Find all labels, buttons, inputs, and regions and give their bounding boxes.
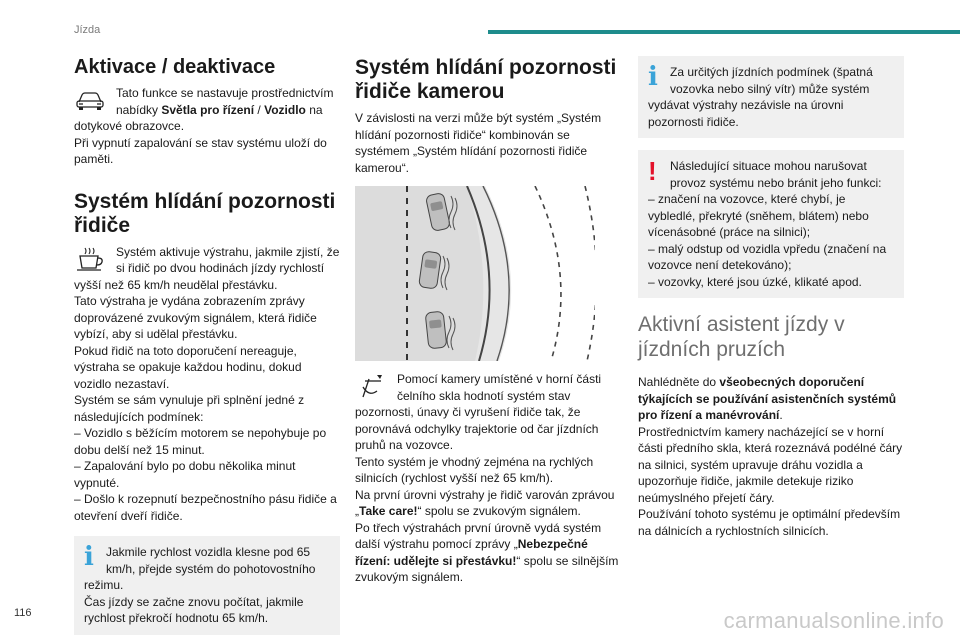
lane-drift-illustration xyxy=(355,186,595,361)
lane-text-1c: . xyxy=(779,408,783,422)
take-care-message: Take care! xyxy=(359,504,418,518)
info-box-conditions xyxy=(638,56,904,138)
camera-text-3a: Na první úrovni výstrahy je řidič varován zprávou „ xyxy=(355,487,615,518)
list-item: – vozovky, které jsou úzké, klikaté apod. xyxy=(648,274,862,289)
activation-paragraph xyxy=(74,85,340,135)
steering-wheel-camera-icon xyxy=(355,373,391,401)
list-item: – Došlo k rozepnutí bezpečnostního pásu řidiče a otevření dveří řidiče. xyxy=(74,492,337,523)
camera-text-3 xyxy=(355,487,625,520)
heading-camera: Systém hlídání pozornosti řidiče kamerou xyxy=(355,56,617,103)
camera-text-4a: Po třech výstrahách první úrovně vydá systém další výstrahu pomocí zprávy „ xyxy=(355,520,602,551)
watermark: carmanualsonline.info xyxy=(723,608,944,633)
lane-reference-bold: všeobecných doporučení týkajících se používání asistenčních systémů pro řízení a manévrování xyxy=(638,375,897,422)
header-accent-rule xyxy=(488,30,960,34)
lane-text-2: Prostřednictvím kamery nacházející se v horní části předního skla, která rozeznává podélné čáry na silnici, systém upravuje dráhu vozidla a upozorňuje řidiče, jakmile detekuje riziko neúmyslného přejetí čáry. xyxy=(638,424,903,505)
list-item: – Vozidlo s běžícím motorem se nepohybuje po dobu delší než 15 minut. xyxy=(74,426,327,457)
attention-text-2: Tato výstraha je vydána zobrazením zprávy doprovázené zvukovým signálem, která řidiče vybízí, aby si udělal přestávku. xyxy=(74,294,317,341)
warning-intro: Následující situace mohou narušovat provoz systému nebo bránit jeho funkci: xyxy=(670,159,882,190)
lane-text-1 xyxy=(638,374,904,424)
activation-separator: / xyxy=(254,102,265,117)
heading-lane-assist: Aktivní asistent jízdy v jízdních pruzích xyxy=(638,313,845,361)
menu-vehicle-label: Vozidlo xyxy=(264,102,306,117)
camera-text-2: Tento systém je vhodný zejména na rychlých silnicích (rychlost vyšší než 65 km/h). xyxy=(355,454,594,485)
column-right xyxy=(638,56,904,539)
info-icon: i xyxy=(84,542,94,572)
attention-text-3: Pokud řidič na toto doporučení nereaguje, výstraha se opakuje každou hodinu, dokud vozidlo nezastaví. xyxy=(74,343,302,391)
column-middle xyxy=(355,56,625,586)
camera-text-3c: “ spolu se zvukovým signálem. xyxy=(417,504,581,518)
list-item: – malý odstup od vozidla vpředu (značení na vozovce není detekováno); xyxy=(648,241,887,272)
info-icon: i xyxy=(648,62,658,92)
attention-text-1: Systém aktivuje výstrahu, jakmile zjistí, že si řidič po dvou hodinách jízdy rychlostí vyšší než 65 km/h neudělal přestávku. xyxy=(74,244,340,292)
lane-text-3: Používání tohoto systému je optimální především na dálnicích a rychlostních silnicích. xyxy=(638,507,901,538)
warning-box xyxy=(638,150,904,298)
info-box-standby xyxy=(74,536,340,635)
camera-intro: V závislosti na verzi může být systém „Systém hlídání pozornosti řidiče“ kombinován se systémem „Systém hlídání pozornosti řidiče kamerou“. xyxy=(355,111,602,175)
menu-light-label: Světla pro řízení xyxy=(161,102,255,117)
activation-text-2: na dotykové obrazovce. xyxy=(74,102,323,133)
column-left xyxy=(74,56,340,635)
camera-text-1: Pomocí kamery umístěné v horní části čelního skla hodnotí systém stav pozornosti, únavy či vyrušení řidiče tak, že porovnává odchylky trajektorie od čar jízdních pruhů na vozovce. xyxy=(355,372,602,452)
attention-text-4: Systém se sám vynuluje při splnění jedné z následujících podmínek: xyxy=(74,393,305,424)
dangerous-driving-message: Nebezpečné řízení: udělejte si přestávku! xyxy=(355,537,588,568)
info-text-2: Čas jízdy se začne znovu počítat, jakmile rychlost překročí hodnotu 65 km/h. xyxy=(84,594,304,625)
coffee-cup-icon xyxy=(74,246,110,274)
activation-text-1: Tato funkce se nastavuje prostřednictvím nabídky xyxy=(116,86,334,117)
activation-memory-text: Při vypnutí zapalování se stav systému uloží do paměti. xyxy=(74,135,327,166)
info-text-1: Jakmile rychlost vozidla klesne pod 65 km/h, přejde systém do pohotovostního režimu. xyxy=(84,545,316,592)
list-item: – Zapalování bylo po dobu několika minut vypnuté. xyxy=(74,459,296,490)
warning-exclamation-icon: ! xyxy=(648,156,657,186)
car-outline-icon xyxy=(74,87,110,115)
section-label: Jízda xyxy=(74,24,101,36)
attention-paragraph xyxy=(74,244,340,294)
camera-text-4c: “ spolu se silnějším zvukovým signálem. xyxy=(355,553,619,584)
camera-paragraph xyxy=(355,371,625,454)
page-number: 116 xyxy=(14,607,32,619)
list-item: – značení na vozovce, které chybí, je vybledlé, překryté (sněhem, blátem) nebo vícenásobné (práce na silnici); xyxy=(648,192,869,239)
lane-text-1a: Nahlédněte do xyxy=(638,375,720,389)
heading-activation: Aktivace / deaktivace xyxy=(74,56,276,78)
conditions-text: Za určitých jízdních podmínek (špatná vozovka nebo silný vítr) může systém vydávat výstrahy nezávisle na úrovni pozornosti řidiče. xyxy=(648,65,873,129)
heading-attention: Systém hlídání pozornosti řidiče xyxy=(74,189,336,237)
camera-text-4 xyxy=(355,520,625,586)
